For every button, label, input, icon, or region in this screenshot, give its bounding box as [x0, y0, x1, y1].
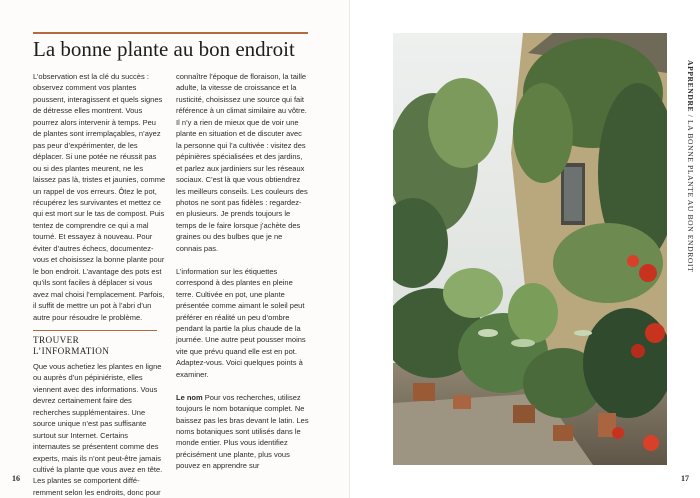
paragraph-sources: connaître l’époque de floraison, la taille adulte, la vitesse de croissance et la rusticité, choisissez une source qui fait référence à un climat similaire au vôtre. Il n’y a rien de mieux que de voir une plante en situation et de discuter avec la personne qui l’a cultivée : visitez des pépinières spécialisées et des jardins, et parlez aux jardiniers sur les réseaux sociaux. C’est là que vous obtiendrez les meilleurs conseils. Les couleurs des photos ne sont pas fidèles : regardez-en plusieurs. Je prends toujours le temps de le faire lorsque j’achète des graines ou des bulbes que je ne connais pas. [176, 72, 308, 253]
text-column-1 [33, 71, 166, 498]
page-number-left: 16 [12, 474, 20, 483]
running-head-section: APPRENDRE [686, 60, 695, 113]
section-paragraph: Que vous achetiez les plantes en ligne ou auprès d’un pépiniériste, elles viennent avec des informations. Vous devrez certainement faire des recherches supplémentaires. Une source unique n’est pas suffisante surtout sur Internet. Certains internautes se présentent comme des experts, mais ils n’ont peut-être jamais cultivé la plante que vous avez en tête. Les plantes se comportent différemment selon les endroits, donc pour [33, 361, 163, 497]
garden-photo [393, 33, 667, 465]
intro-paragraph: L’observation est la clé du succès : observez comment vos plantes poussent, interagissent et quels signes de détresse elles montrent. Vous pourrez alors intervenir à temps. Peu de plantes sont irremplaçables, n’ayez pas peur d’expérimenter, de les déplacer. Si une potée ne réussit pas ou si des plantes meurent, ne les laissez pas là, tristes et jaunies, comme un rappel de vos erreurs. Ôtez le pot, récupérez les survivantes et mettez ce qui est mort sur le tas de compost. Puis tentez de comprendre ce qui a mal tourné. Et essayez à nouveau. Pour éviter d’autres échecs, documentez-vous et choisissez la bonne plante pour le bon endroit. L’avantage des pots est qu’ils sont faciles à déplacer si vous avez mal choisi l’emplacement. Parfois, il suffit de mettre un pot à l’abri d’un autre pour résoudre le problème. [33, 72, 166, 322]
section-subheading: TROUVER L’INFORMATION [33, 330, 157, 358]
running-head [686, 60, 695, 272]
name-text: Pour vos recherches, utilisez toujours le nom botanique complet. Ne baissez pas les bras devant le latin. Les noms botaniques sont utilisés dans le monde entier. Plus vous identifiez précisément une plante, plus vous pouvez en apprendre sur [176, 392, 309, 471]
running-head-chapter: LA BONNE PLANTE AU BON ENDROIT [686, 119, 695, 273]
page-title: La bonne plante au bon endroit [33, 37, 295, 61]
text-column-2 [176, 71, 309, 472]
title-rule [33, 32, 308, 34]
name-lead: Le nom [176, 392, 203, 402]
page-number-right: 17 [681, 474, 689, 483]
paragraph-name [176, 392, 309, 472]
paragraph-labels: L’information sur les étiquettes correspond à des plantes en pleine terre. Cultivée en pot, une plante présentée comme aimant le soleil peut préférer en réalité un peu d’ombre pendant la partie la plus chaude de la journée. Une autre peut pousser moins vite que prévu quand elle est en pot. Adaptez-vous. Voici quelques points à examiner. [176, 266, 306, 379]
running-head-sep: / [686, 112, 695, 120]
